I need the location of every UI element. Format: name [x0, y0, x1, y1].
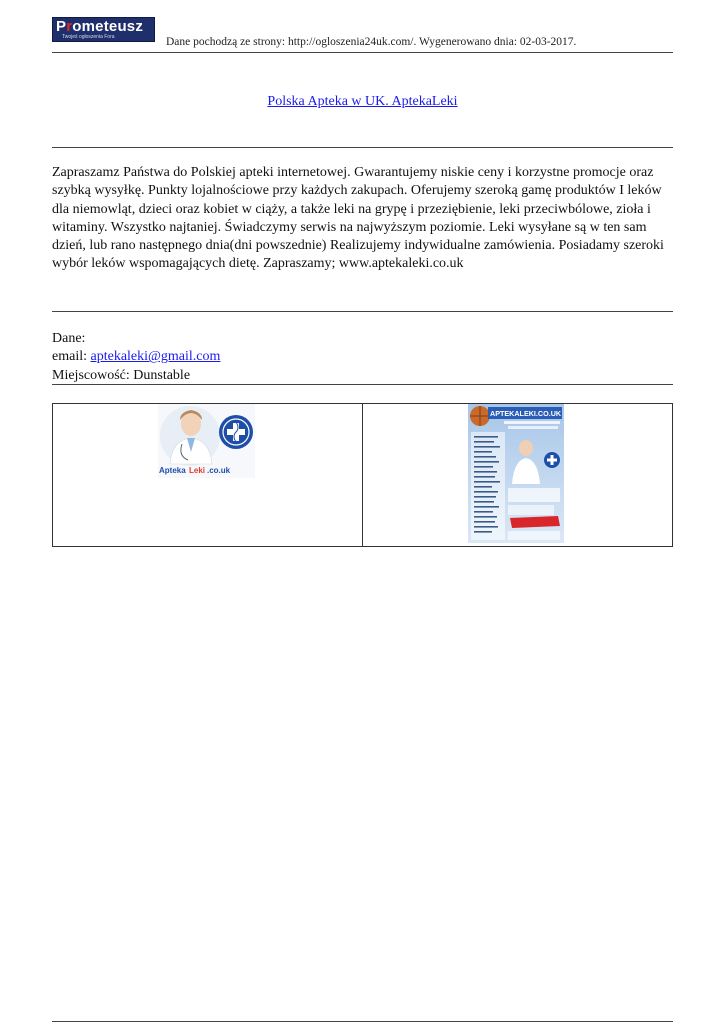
email-row	[52, 348, 220, 366]
footer-divider	[52, 1021, 673, 1022]
gallery-cell-2	[362, 404, 672, 546]
header-divider	[52, 52, 673, 53]
flyer-title: APTEKALEKI.CO.UK	[490, 409, 562, 418]
email-label: email:	[52, 349, 91, 365]
listing-title-link[interactable]: Polska Apteka w UK. AptekaLeki	[267, 94, 458, 109]
listing-description: Zapraszamz Państwa do Polskiej apteki internetowej. Gwarantujemy niskie ceny i korzystne promocje oraz szybką wysyłkę. Punkty lojalnościowe przy każdych zakupach. Oferujemy szeroką gamę produktów I leków dla niemowląt, dzieci oraz kobiet w ciąży, a także leki na grypę i przeziębienie, leki przeciwbólowe, zioła i witaminy. Wszystko najtaniej. Świadczymy serwis na najwyższym poziomie. Leki wysyłane są w ten sam dzień, lub rano następnego dnia(dni powszednie) Realizujemy indywidualne zamówienia. Posiadamy szeroki wybór leków wspomagających dietę. Zapraszamy; www.aptekaleki.co.uk	[52, 165, 664, 272]
location-label: Miejscowość:	[52, 367, 134, 383]
pharmacy-flyer-image[interactable]	[468, 404, 564, 543]
location-row	[52, 367, 220, 385]
details-divider	[52, 384, 673, 385]
description-divider	[52, 311, 673, 312]
logo1-text-b: Leki	[189, 466, 206, 475]
logo-wordmark: Prometeusz	[56, 18, 144, 35]
logo1-text-a: Apteka	[159, 466, 186, 475]
pharmacy-logo-image[interactable]	[158, 404, 255, 478]
logo-tagline: Twojeś ogłoszenia Fora	[62, 34, 115, 40]
title-divider	[52, 147, 673, 148]
prometeusz-logo	[52, 17, 155, 42]
image-gallery	[52, 403, 673, 547]
email-link[interactable]: aptekaleki@gmail.com	[90, 349, 221, 365]
details-heading: Dane:	[52, 331, 86, 346]
gallery-cell-1	[53, 404, 362, 546]
logo1-text-c: .co.uk	[207, 466, 231, 475]
source-line: Dane pochodzą ze strony: http://ogloszenia24uk.com/. Wygenerowano dnia: 02-03-2017.	[166, 36, 577, 48]
location-value: Dunstable	[133, 367, 191, 383]
contact-details	[52, 330, 220, 385]
listing-title-container	[52, 94, 673, 110]
